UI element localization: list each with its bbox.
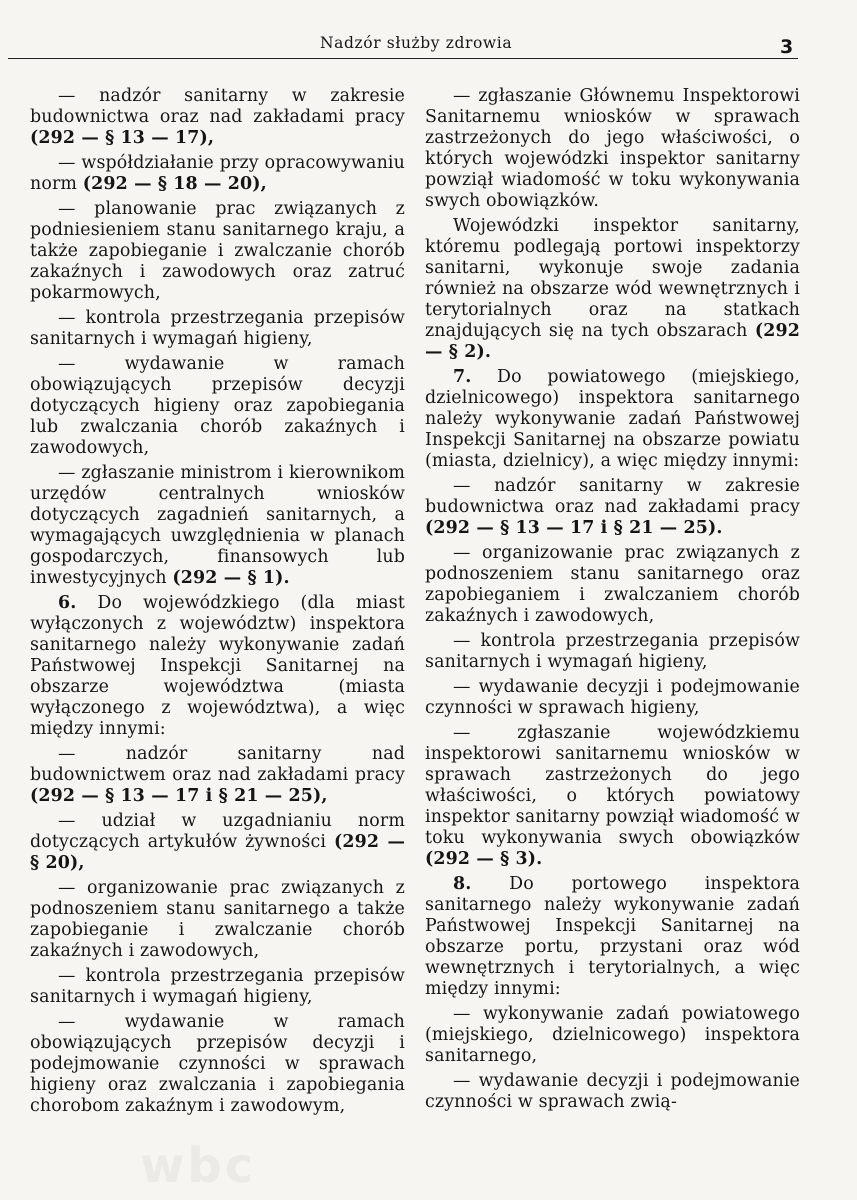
legal-reference: (292 — § 13 — 17 i § 21 — 25). <box>425 518 723 538</box>
paragraph <box>425 631 800 673</box>
legal-reference: (292 — § 3). <box>425 849 543 869</box>
legal-reference: (292 — § 13 — 17), <box>30 128 215 148</box>
paragraph <box>425 216 800 363</box>
paragraph <box>425 1071 800 1113</box>
left-column <box>30 86 405 1121</box>
paragraph-text: — organizowanie prac związanych z podnoszeniem stanu sanitarnego oraz zapobieganiem i zwalczaniem chorób zakaźnych i zawodowych, <box>425 543 800 626</box>
paragraph-text: — wykonywanie zadań powiatowego (miejskiego, dzielnicowego) inspektora sanitarnego, <box>425 1004 800 1066</box>
legal-reference: (292 — § 2). <box>425 321 800 362</box>
paragraph-text: — wydawanie decyzji i podejmowanie czynności w sprawach higieny, <box>425 677 800 718</box>
paragraph-text: — zgłaszanie Głównemu Inspektorowi Sanitarnemu wniosków w sprawach zastrzeżonych do jego właściwości, o których wojewódzki inspektor sanitarny powziął wiadomość w toku wykonywania swych obowiązków. <box>425 86 800 211</box>
paragraph-text: — wydawanie w ramach obowiązujących przepisów decyzji i podejmowanie czynności w sprawach higieny oraz zwalczania i zapobiegania chorobom zakaźnym i zawodowym, <box>30 1012 405 1116</box>
paragraph-text: — kontrola przestrzegania przepisów sanitarnych i wymagań higieny, <box>30 966 405 1007</box>
paragraph-number: 6. <box>58 593 77 613</box>
legal-reference: (292 — § 18 — 20), <box>82 174 267 194</box>
paragraph-text: — nadzór sanitarny nad budownictwem oraz nad zakładami pracy <box>30 744 405 785</box>
paragraph-text: — wydawanie decyzji i podejmowanie czynności w sprawach zwią- <box>425 1071 800 1112</box>
paragraph-text: — zgłaszanie ministrom i kierownikom urzędów centralnych wniosków dotyczących zagadnień sanitarnych, a wymagających uwzględnienia w planach gospodarczych, finansowych lub inwestycyjnych <box>30 463 405 588</box>
paragraph <box>425 86 800 212</box>
paragraph-text: — współdziałanie przy opracowywaniu norm <box>30 153 405 194</box>
running-title: Nadzór służby zdrowia <box>320 34 513 52</box>
paragraph-text: — wydawanie w ramach obowiązujących przepisów decyzji dotyczących higieny oraz zapobiegania lub zwalczania chorób zakaźnych i zawodowych, <box>30 354 405 458</box>
paragraph <box>30 966 405 1008</box>
paragraph <box>425 1004 800 1067</box>
numbered-paragraph <box>425 874 800 1000</box>
numbered-paragraph <box>30 593 405 740</box>
paragraph-text: — organizowanie prac związanych z podnoszeniem stanu sanitarnego a także zapobieganie i zwalczanie chorób zakaźnych i zawodowych, <box>30 878 405 961</box>
paragraph <box>30 153 405 195</box>
paragraph-text: — zgłaszanie wojewódzkiemu inspektorowi sanitarnemu wniosków w sprawach zastrzeżonych do jego właściwości, o których powiatowy inspektor sanitarny powziął wiadomość w toku wykonywania swych obowiązków <box>425 723 800 848</box>
paragraph-text: — nadzór sanitarny w zakresie budownictwa oraz nad zakładami pracy <box>30 86 405 127</box>
paragraph-number: 7. <box>453 367 472 387</box>
paragraph-text: — planowanie prac związanych z podniesieniem stanu sanitarnego kraju, a także zapobieganie i zwalczanie chorób zakaźnych i zawodowych oraz zatruć pokarmowych, <box>30 199 405 303</box>
paragraph <box>30 1012 405 1117</box>
right-column <box>425 86 800 1117</box>
paragraph-number: 8. <box>453 874 472 894</box>
legal-reference: (292 — § 20), <box>30 832 406 873</box>
paragraph <box>425 476 800 539</box>
paragraph-text: Do wojewódzkiego (dla miast wyłączonych z województw) inspektora sanitarnego należy wykonywanie zadań Państwowej Inspekcji Sanitarnej na obszarze województwa (miasta wyłączonego z województwa), a więc między innymi: <box>30 593 405 739</box>
paragraph <box>30 463 405 589</box>
paragraph-text: Do portowego inspektora sanitarnego należy wykonywanie zadań Państwowej Inspekcji Sanitarnej na obszarze portu, przystani oraz wód wewnętrznych i terytorialnych, a więc między innymi: <box>425 874 800 999</box>
paragraph <box>30 354 405 459</box>
legal-reference: (292 — § 1). <box>172 568 290 588</box>
watermark: wbc <box>140 1138 257 1194</box>
paragraph-text: — udział w uzgadnianiu norm dotyczących artykułów żywności <box>30 811 405 852</box>
paragraph <box>30 308 405 350</box>
paragraph <box>30 811 405 874</box>
paragraph <box>30 878 405 962</box>
header-rule <box>8 58 798 59</box>
paragraph-text: Wojewódzki inspektor sanitarny, któremu podlegają portowi inspektorzy sanitarni, wykonuje swoje zadania również na obszarze wód wewnętrznych i terytorialnych oraz na statkach znajdujących się na tych obszarach <box>425 216 800 341</box>
paragraph <box>425 543 800 627</box>
legal-reference: (292 — § 13 — 17 i § 21 — 25), <box>30 786 328 806</box>
paragraph <box>425 677 800 719</box>
paragraph-text: Do powiatowego (miejskiego, dzielnicowego) inspektora sanitarnego należy wykonywanie zadań Państwowej Inspekcji Sanitarnej na obszarze powiatu (miasta, dzielnicy), a więc między innymi: <box>425 367 800 471</box>
paragraph-text: — kontrola przestrzegania przepisów sanitarnych i wymagań higieny, <box>425 631 800 672</box>
numbered-paragraph <box>425 367 800 472</box>
paragraph-text: — nadzór sanitarny w zakresie budownictwa oraz nad zakładami pracy <box>425 476 800 517</box>
page-number: 3 <box>780 36 794 58</box>
running-header <box>8 28 798 58</box>
paragraph <box>425 723 800 870</box>
paragraph <box>30 199 405 304</box>
paragraph-text: — kontrola przestrzegania przepisów sanitarnych i wymagań higieny, <box>30 308 405 349</box>
paragraph <box>30 86 405 149</box>
paragraph <box>30 744 405 807</box>
